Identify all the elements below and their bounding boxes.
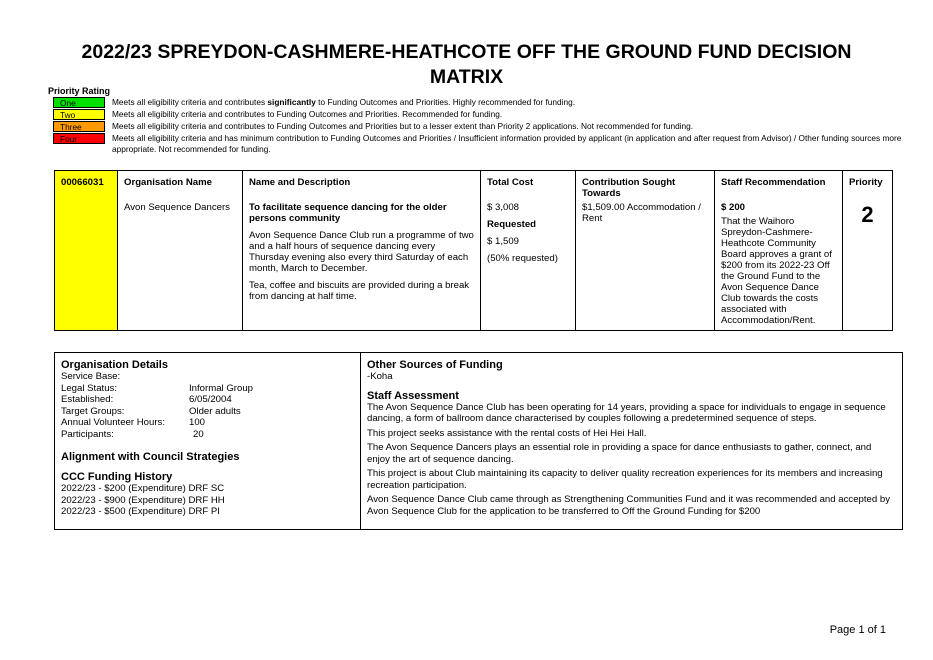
priority-row-one <box>53 97 903 108</box>
total-cost-cell <box>481 171 576 331</box>
funding-history-item: 2022/23 - $200 (Expenditure) DRF SC <box>61 483 225 494</box>
project-title: To facilitate sequence dancing for the older persons community <box>249 202 447 224</box>
org-name-header: Organisation Name <box>124 177 212 188</box>
project-desc-1: Avon Sequence Dance Club run a programme of two and a half hours of sequence dancing every Thursday evening also every third Saturday of each month, March to December. <box>249 230 474 274</box>
assessment-paragraph: Avon Sequence Dance Club came through as Strengthening Communities Fund and it was recommended and accepted by Avon Sequence Club for the application to be transferred to Off the Ground Funding for $200 <box>367 494 890 517</box>
priority-desc-four: Meets all eligibility criteria and has minimum contribution to Funding Outcomes and Priorities / Insufficient information provided by applicant (in application and after request from Advisor) / Other funding sources more appropriate. Not recommended for funding. <box>112 133 902 154</box>
contribution-header: Contribution Sought Towards <box>582 177 676 199</box>
other-sources-text: -Koha <box>367 371 393 382</box>
name-desc-header: Name and Description <box>249 177 351 188</box>
total-cost-header: Total Cost <box>487 177 534 188</box>
funding-history-heading: CCC Funding History <box>61 471 173 483</box>
legal-status-row: Legal Status: Informal Group <box>61 382 253 394</box>
staff-rec-text: That the Waihoro Spreydon-Cashmere-Heathcote Community Board approves a grant of $200 from its 2022-23 Off the Ground Fund to the Avon Sequence Dance Club towards the costs associated with Accommodation/Rent. <box>721 216 832 326</box>
application-table <box>54 170 893 331</box>
project-desc-2: Tea, coffee and biscuits are provided during a break from dancing at half time. <box>249 280 470 302</box>
org-name: Avon Sequence Dancers <box>124 202 230 213</box>
priority-row-three <box>53 121 903 132</box>
priority-rating-heading: Priority Rating <box>48 86 111 96</box>
priority-swatch-four: Four <box>53 133 105 144</box>
name-description-cell <box>243 171 481 331</box>
priority-desc-three: Meets all eligibility criteria and contributes to Funding Outcomes and Priorities but to a lesser extent than Priority 2 applications. Not recommended for funding. <box>112 121 694 131</box>
contribution-value: $1,509.00 Accommodation / Rent <box>582 202 701 224</box>
staff-recommendation-cell <box>715 171 843 331</box>
priority-swatch-three: Three <box>53 121 105 132</box>
funding-history-item: 2022/23 - $500 (Expenditure) DRF PI <box>61 506 220 517</box>
priority-header: Priority <box>849 177 883 188</box>
alignment-heading: Alignment with Council Strategies <box>61 451 240 463</box>
assessment-paragraph: This project is about Club maintaining its capacity to deliver quality recreation experiences for its members and increasing recreation participation. <box>367 468 883 491</box>
details-panel <box>54 352 903 530</box>
priority-swatch-one: One <box>53 97 105 108</box>
priority-swatch-two: Two <box>53 109 105 120</box>
assessment-column <box>361 353 902 529</box>
application-row <box>55 171 893 331</box>
requested-label: Requested <box>487 219 537 230</box>
requested-amount: $ 1,509 <box>487 236 520 247</box>
requested-percent: (50% requested) <box>487 253 558 264</box>
target-groups-row: Target Groups: Older adults <box>61 405 241 417</box>
title-line-1: 2022/23 SPREYDON-CASHMERE-HEATHCOTE OFF THE GROUND FUND DECISION <box>81 41 852 63</box>
assessment-paragraph: The Avon Sequence Dancers plays an essential role in providing a space for dance enthusiasts to gather, connect, and enjoy the art of sequence dancing. <box>367 442 872 465</box>
volunteer-hours-row: Annual Volunteer Hours: 100 <box>61 417 206 428</box>
org-details-column <box>55 353 361 529</box>
application-id: 00066031 <box>55 171 118 331</box>
priority-cell <box>843 171 893 331</box>
document-title <box>40 40 893 90</box>
total-cost: $ 3,008 <box>487 202 520 213</box>
assessment-paragraph: This project seeks assistance with the rental costs of Hei Hei Hall. <box>367 427 647 439</box>
organisation-cell <box>118 171 243 331</box>
funding-history-item: 2022/23 - $900 (Expenditure) DRF HH <box>61 494 225 506</box>
contribution-cell <box>576 171 715 331</box>
staff-assessment-heading: Staff Assessment <box>367 389 459 402</box>
assessment-paragraph: The Avon Sequence Dance Club has been operating for 14 years, providing a space for individuals to engage in sequence dancing, a form of ballroom dance characterised by couples following a predetermined sequence of steps. <box>367 401 886 424</box>
org-details-heading: Organisation Details <box>61 359 168 371</box>
priority-desc-one: Meets all eligibility criteria and contributes significantly to Funding Outcomes and Priorities. Highly recommended for funding. <box>112 97 576 107</box>
established-row: Established: 6/05/2004 <box>61 394 232 405</box>
title-line-2: MATRIX <box>429 66 504 88</box>
other-sources-heading: Other Sources of Funding <box>367 359 503 371</box>
priority-value: 2 <box>861 202 874 227</box>
priority-row-four <box>53 133 903 155</box>
priority-legend <box>53 97 903 156</box>
priority-desc-two: Meets all eligibility criteria and contributes to Funding Outcomes and Priorities. Recommended for funding. <box>112 109 503 119</box>
priority-row-two <box>53 109 903 120</box>
staff-rec-header: Staff Recommendation <box>721 177 826 188</box>
staff-rec-amount: $ 200 <box>721 202 746 213</box>
page-number: Page 1 of 1 <box>829 624 886 636</box>
service-base-row: Service Base: <box>61 371 121 382</box>
participants-row: Participants: 20 <box>61 428 204 440</box>
